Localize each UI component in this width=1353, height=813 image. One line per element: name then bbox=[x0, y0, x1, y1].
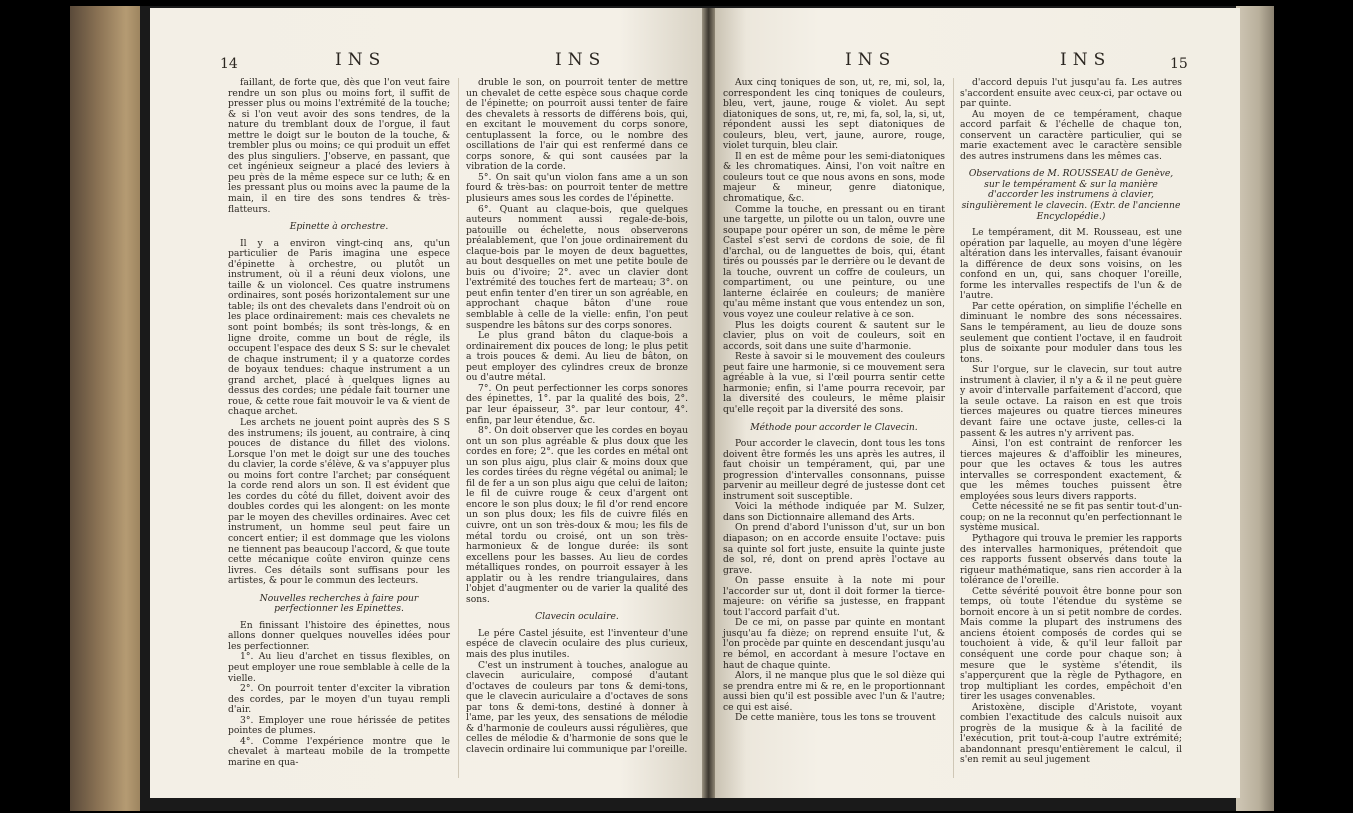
left-running-head bbox=[150, 50, 702, 74]
paragraph: Il en est de même pour les semi-diatoniques & les chromatiques. Ainsi, l'on voit naître en couleurs tout ce que nous avons en sons, mode majeur & mineur, genre diatonique, chromatique, &c. bbox=[723, 150, 945, 205]
paragraph: Pour accorder le clavecin, dont tous les tons doivent être formés les uns après les autres, il faut choisir un tempérament, qui, par une progression d'intervalles consonnans, puisse parvenir au meilleur degré de justesse dont cet instrument soit susceptible. bbox=[723, 438, 945, 502]
running-head-title: INS bbox=[555, 50, 607, 70]
paragraph: 6°. Quant au claque-bois, que quelques auteurs nomment aussi regale-de-bois, patouille ou échelette, nous observerons préalablement, que l'on joue ordinairement du claque-bois par le moyen de deux baguettes, au bout desquelles on met une petite boule de buis ou d'ivoire; 2°. avec un clavier dont l'extrémité des touches fert de marteau; 3°. on peut enfin tenter d'en tirer un son agréable, en approchant chaque bâton d'une roue semblable à celle de la vielle: enfin, l'on peut suspendre les bâtons sur des corps sonores. bbox=[466, 203, 688, 331]
paragraph: 2°. On pourroit tenter d'exciter la vibration des cordes, par le moyen d'un tuyau rempli d'air. bbox=[228, 683, 450, 716]
section-heading: Observations de M. ROUSSEAU de Genève, sur le tempérament & sur la manière d'accorder les instrumens à clavier, singulièrement le clavecin. (Extr. de l'ancienne Encyclopédie.) bbox=[961, 168, 1181, 222]
paragraph: Le plus grand bâton du claque-bois a ordinairement dix pouces de long; le plus petit a trois pouces & demi. Au lieu de bâton, on peut employer des cylindres creux de bronze ou d'autre métal. bbox=[466, 330, 688, 384]
paragraph: Par cette opération, on simplifie l'échelle en diminuant le nombre des sons nécessaires. Sans le tempérament, au lieu de douze sons seulement que contient l'octave, il en faudroit plus de soixante pour moduler dans tous les tons. bbox=[960, 300, 1182, 365]
book-gutter bbox=[702, 8, 715, 798]
book-cover-right-edge bbox=[1236, 6, 1274, 811]
paragraph: Le pére Castel jésuite, est l'inventeur d'une espéce de clavecin oculaire des plus curieux, mais des plus inutiles. bbox=[466, 627, 688, 660]
paragraph: Alors, il ne manque plus que le sol dièze qui se prendra entre mi & re, en le proportionnant aussi bien qu'il est possible avec l'un & l'autre; ce qui est aisé. bbox=[723, 670, 945, 713]
paragraph: druble le son, on pourroit tenter de mettre un chevalet de cette espèce sous chaque corde de l'épinette; on pourroit aussi tenter de faire des chevalets à ressorts de différens bois, qui, en excitant le mouvement du corps sonore, centuplassent la force, ou le nombre des oscillations de l'air qui est renfermé dans ce corps sonore, & qui sont causées par la vibration de la corde. bbox=[466, 77, 688, 173]
paragraph: Sur l'orgue, sur le clavecin, sur tout autre instrument à clavier, il n'y a & il ne peut guère y avoir d'intervalle parfaitement d'accord, que la seule octave. La raison en est que trois tierces majeures ou quatre tierces mineures devant faire une octave juste, celles-ci la passent & les autres n'y arrivent pas. bbox=[960, 364, 1182, 439]
running-head-title: INS bbox=[1060, 50, 1112, 70]
paragraph: 7°. On peut perfectionner les corps sonores des épinettes, 1°. par la qualité des bois, 2°. par leur épaisseur, 3°. par leur contour, 4°. enfin, par leur étendue, &c. bbox=[466, 382, 688, 426]
text-column bbox=[466, 78, 688, 755]
text-column bbox=[228, 78, 450, 768]
section-heading: Méthode pour accorder le Clavecin. bbox=[750, 421, 918, 433]
paragraph: Plus les doigts courent & sautent sur le clavier, plus on voit de couleurs, soit en accords, soit dans une suite d'harmonie. bbox=[723, 319, 945, 352]
right-page bbox=[715, 8, 1240, 798]
paragraph: En finissant l'histoire des épinettes, nous allons donner quelques nouvelles idées pour les perfectionner. bbox=[228, 619, 450, 652]
running-head-title: INS bbox=[335, 50, 387, 70]
paragraph: Pythagore qui trouva le premier les rapports des intervalles harmoniques, prétendoit que ces rapports fussent observés dans toute la rigueur mathématique, sans rien accorder à la tolérance de l'oreille. bbox=[960, 532, 1182, 587]
paragraph: Aux cinq toniques de son, ut, re, mi, sol, la, correspondent les cinq toniques de couleurs, bleu, vert, jaune, rouge & violet. Au sept diatoniques de sons, ut, re, mi, fa, sol, la, si, ut, répondent aussi les sept diatoniques de couleurs, bleu, vert, jaune, aurore, rouge, violet turquin, bleu clair. bbox=[723, 77, 945, 152]
paragraph: Le tempérament, dit M. Rousseau, est une opération par laquelle, au moyen d'une légère altération dans les intervalles, faisant évanouir la différence de deux sons voisins, on les confond en un, qui, sans choquer l'oreille, forme les intervalles respectifs de l'un & de l'autre. bbox=[960, 227, 1182, 302]
paragraph: De cette manière, tous les tons se trouvent bbox=[735, 712, 936, 724]
text-column bbox=[960, 78, 1182, 766]
column-divider bbox=[458, 78, 459, 778]
right-running-head bbox=[715, 50, 1240, 74]
paragraph: Reste à savoir si le mouvement des couleurs peut faire une harmonie, si ce mouvement sera agréable à la vue, si l'œil pourra sentir cette harmonie; enfin, si l'ame pourra recevoir, par la diversité des couleurs, le même plaisir qu'elle reçoit par la diversité des sons. bbox=[723, 351, 945, 415]
paragraph: 4°. Comme l'expérience montre que le chevalet à marteau mobile de la trompette marine en qua- bbox=[228, 735, 450, 768]
running-head-title: INS bbox=[845, 50, 897, 70]
paragraph: 8°. On doit observer que les cordes en boyau ont un son plus agréable & plus doux que les cordes en fore; 2°. que les cordes en métal ont un son plus aigu, plus clair & moins doux que les cordes tirées du règne végétal ou animal; le fil de fer a un son plus aigu que celui de laiton; le fil de cuivre rouge & ceux d'argent ont encore le son plus doux; le fil d'or rend encore un son plus doux; les fils de cuivre filés en cuivre, ont un son très-doux & mou; les fils de métal tordu ou croisé, ont un son très-harmonieux & de longue durée: ils sont excellens pour les basses. Au lieu de cordes métalliques rondes, on pourroit essayer à les applatir ou à les rendre triangulaires, dans l'objet d'augmenter ou de varier la qualité des sons. bbox=[466, 425, 688, 605]
paragraph: Les archets ne jouent point auprès des S S des instrumens; ils jouent, au contraire, à cinq pouces de distance du fillet des violons. Lorsque l'on met le doigt sur une des touches du clavier, la corde s'élève, & va s'appuyer plus ou moins fort contre l'archet; par conséquent la corde rend alors un son. Il est évident que les cordes du côté du fillet, doivent avoir des doubles cordes qui les alongent: on les monte par le moyen des chevilles ordinaires. Avec cet instrument, un homme seul peut faire un concert entier; il est dommage que les violons ne tiennent pas beaucoup l'accord, & que toute cette mécanique coûte environ quinze cens livres. Ces détails sont suffisans pour les artistes, & pour le commun des lecteurs. bbox=[228, 416, 450, 587]
page-number: 14 bbox=[220, 56, 238, 72]
paragraph: Au moyen de ce tempérament, chaque accord parfait & l'échelle de chaque ton, conservent un caractère particulier, qui se marie exactement avec le caractère sensible des autres instrumens dans les mêmes cas. bbox=[960, 108, 1182, 162]
paragraph: 5°. On sait qu'un violon fans ame a un son fourd & très-bas: on pourroit tenter de mettre plusieurs ames sous les cordes de l'épinette. bbox=[466, 171, 688, 205]
paragraph: On passe ensuite à la note mi pour l'accorder sur ut, dont il doit former la tierce-majeure: on vérifie sa justesse, en frappant tout l'accord parfait d'ut. bbox=[723, 575, 945, 618]
paragraph: Il y a environ vingt-cinq ans, qu'un particulier de Paris imagina une espece d'épinette à orchestre, ou plutôt un instrument, où il a réuni deux violons, une taille & un violoncel. Ces quatre instrumens ordinaires, sont posés horizontalement sur une table; ils ont des chevalets dans l'endroit où on les place ordinairement: mais ces chevalets ne sont point bombés; ils sont très-longs, & en ligne droite, comme un bout de régle, ils occupent l'espace des deux S S: sur le chevalet de chaque instrument; il y a quatorze cordes de boyaux tendues: chaque instrument a un grand archet, placé à quelques lignes au dessus des cordes; une pédale fait tourner une roue, & cette roue fait mouvoir le va & vient de chaque archet. bbox=[228, 237, 450, 418]
paragraph: Aristoxène, disciple d'Aristote, voyant combien l'exactitude des calculs nuisoit aux progrès de la musique & à la facilité de l'exécution, prit tout-à-coup l'autre extrémité; abandonnant presqu'entièrement le calcul, il s'en remit au seul jugement bbox=[960, 701, 1182, 766]
paragraph: faillant, de forte que, dès que l'on veut faire rendre un son plus ou moins fort, il suffit de presser plus ou moins l'extrémité de la touche; & si l'on veut avoir des sons tendres, de la nature du tremblant doux de l'orgue, il faut mettre le doigt sur le bouton de la touche, & trembler plus ou moins; ce qui produit un effet des plus singuliers. J'observe, en passant, que cet ingénieux seigneur a placé des leviers à peu près de la même espece sur ce luth; & en les pressant plus ou moins avec la paume de la main, il en tire des sons tendres & très-flatteurs. bbox=[228, 77, 450, 215]
paragraph: Cette nécessité ne se fit pas sentir tout-d'un-coup; on ne la reconnut qu'en perfectionnant le système musical. bbox=[960, 501, 1183, 534]
section-heading: Clavecin oculaire. bbox=[535, 611, 619, 623]
paragraph: On prend d'abord l'unisson d'ut, sur un bon diapason; on en accorde ensuite l'octave: puis sa quinte sol fort juste, ensuite la quinte juste de sol, ré, dont on prend après l'octave au grave. bbox=[723, 522, 945, 576]
paragraph: 1°. Au lieu d'archet en tissus flexibles, on peut employer une roue semblable à celle de la vielle. bbox=[228, 651, 450, 684]
left-page bbox=[150, 8, 702, 798]
paragraph: Ainsi, l'on est contraint de renforcer les tierces majeures & d'affoiblir les mineures, pour que les octaves & tous les autres intervalles se correspondent exactement, & que les mêmes touches puissent être employées sous leurs divers rapports. bbox=[960, 438, 1182, 502]
column-divider bbox=[953, 78, 954, 778]
section-heading: Nouvelles recherches à faire pour perfectionner les Epinettes. bbox=[259, 592, 419, 615]
paragraph: 3°. Employer une roue hérissée de petites pointes de plumes. bbox=[228, 714, 450, 737]
book-cover-left-edge bbox=[70, 6, 140, 811]
page-number: 15 bbox=[1170, 56, 1188, 72]
paragraph: Cette sévérité pouvoit être bonne pour son temps, où toute l'étendue du système se bornoit encore à un si petit nombre de cordes. Mais comme la plupart des instrumens des anciens étoient composés de cordes qui se touchoient à vide, & qu'il leur falloit par conséquent une corde pour chaque son; à mesure que le système s'étendit, ils s'apperçurent que la règle de Pythagore, en trop multipliant les cordes, empêchoit d'en tirer les usages convenables. bbox=[960, 585, 1182, 703]
paragraph: Comme la touche, en pressant ou en tirant une targette, un pilotte ou un talon, ouvre une soupape pour opérer un son, de même le père Castel s'est servi de cordons de soie, de fil d'archal, ou de languettes de bois, qui, étant tirés ou poussés par le derrière ou le devant de la touche, ouvrent un coffre de couleurs, un compartiment, ou une peinture, ou une lanterne éclairée en couleurs; de manière qu'au même instant que vous entendez un son, vous voyez une couleur relative à ce son. bbox=[723, 203, 945, 321]
paragraph: De ce mi, on passe par quinte en montant jusqu'au fa dièze; on reprend ensuite l'ut, & l'on procède par quinte en descendant jusqu'au re bémol, en accordant à mesure l'octave en haut de chaque quinte. bbox=[723, 617, 945, 671]
paragraph: Voici la méthode indiquée par M. Sulzer, dans son Dictionnaire allemand des Arts. bbox=[723, 501, 945, 523]
text-column bbox=[723, 78, 945, 724]
paragraph: C'est un instrument à touches, analogue au clavecin auriculaire, composé d'autant d'octaves de couleurs par tons & demi-tons, que le clavecin auriculaire a d'octaves de sons par tons & demi-tons, destiné à donner à l'ame, par les yeux, des sensations de mélodie & d'harmonie de couleurs aussi régulières, que celles de mélodie & d'harmonie de sons que le clavecin ordinaire lui communique par l'oreille. bbox=[466, 659, 688, 755]
section-heading: Epinette à orchestre. bbox=[289, 221, 389, 233]
paragraph: d'accord depuis l'ut jusqu'au fa. Les autres s'accordent ensuite avec ceux-ci, par octave ou par quinte. bbox=[960, 77, 1182, 110]
